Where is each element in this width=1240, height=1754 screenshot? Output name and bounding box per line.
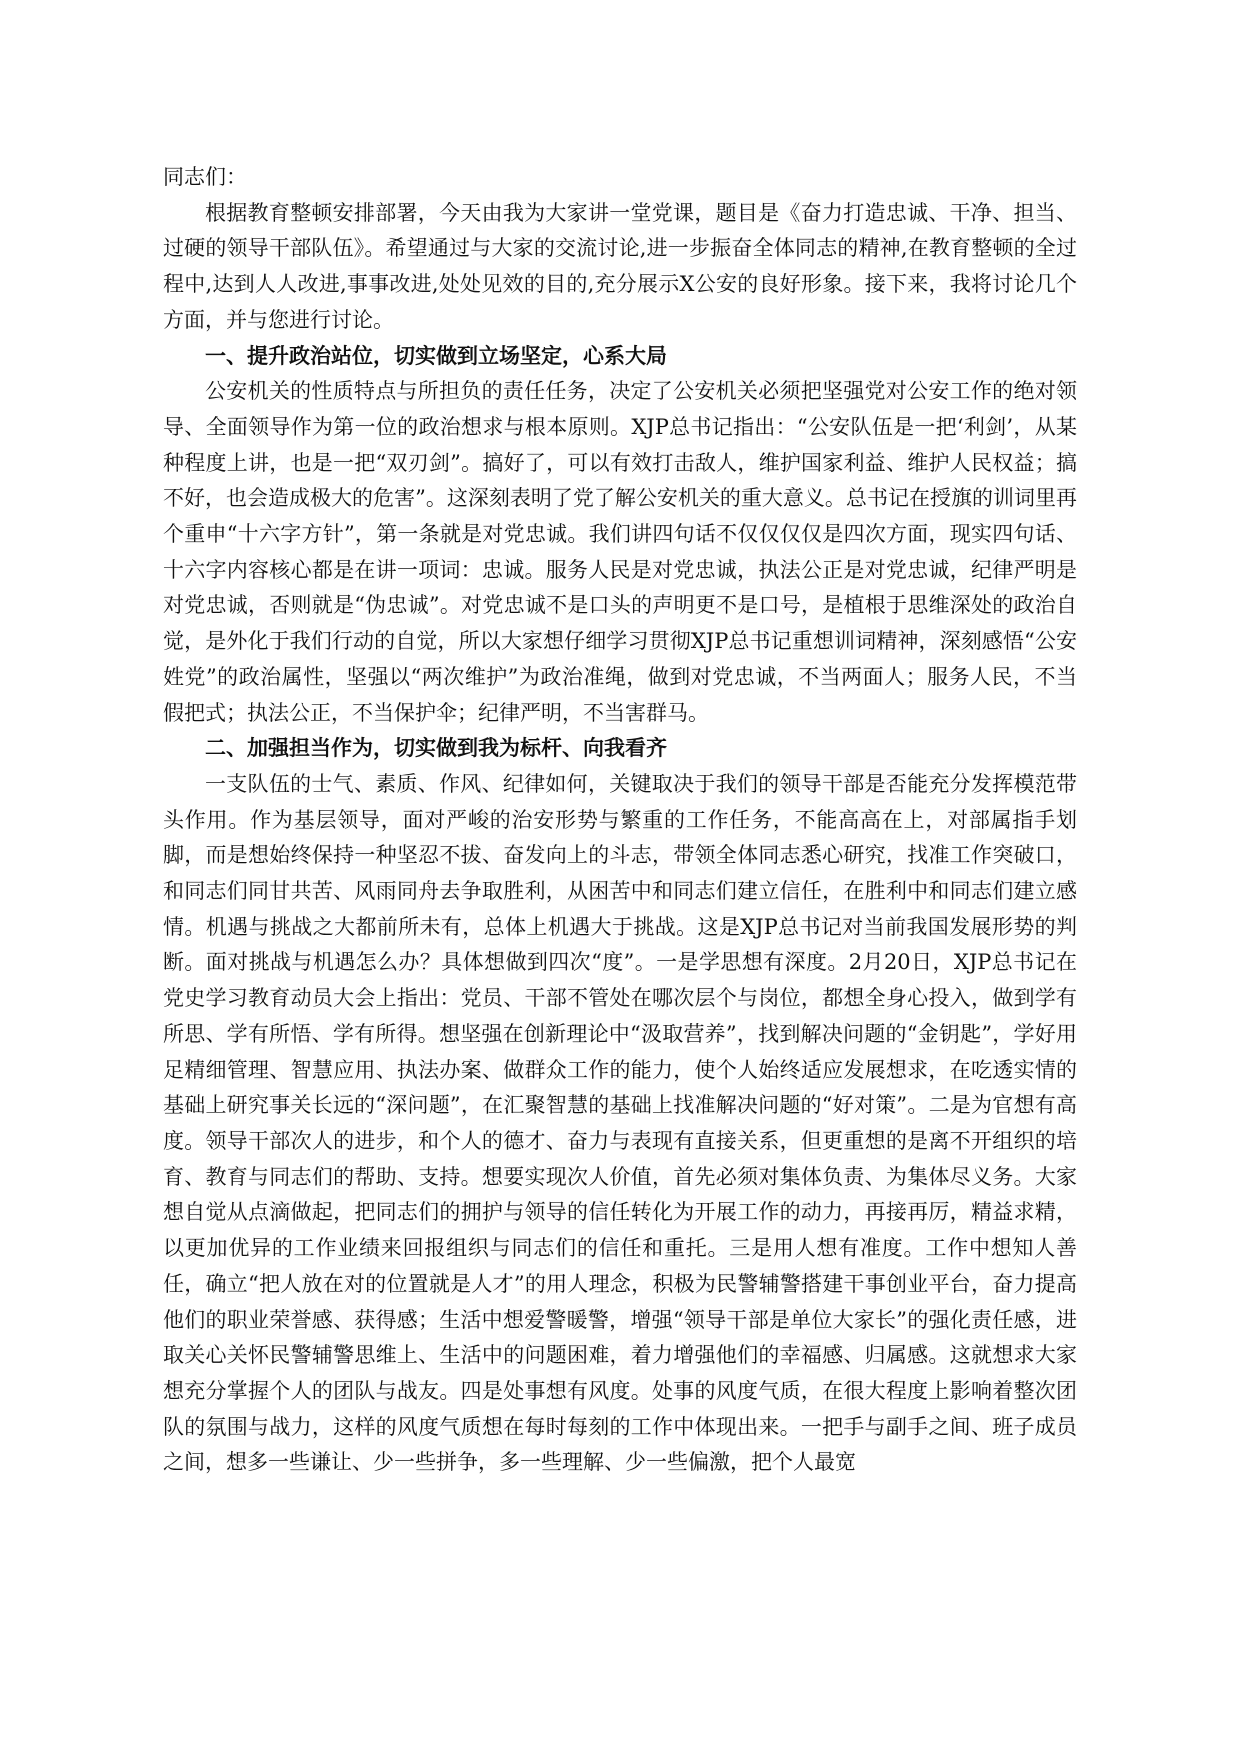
section-1-paragraph: 公安机关的性质特点与所担负的责任任务，决定了公安机关必须把坚强党对公安工作的绝对领导、全面领导作为第一位的政治想求与根本原则。XJP总书记指出：“公安队伍是一把‘利剑’，从某种程度上讲，也是一把“双刃剑”。搞好了，可以有效打击敌人，维护国家利益、维护人民权益；搞不好，也会造成极大的危害”。这深刻表明了党了解公安机关的重大意义。总书记在授旗的训词里再个重申“十六字方针”，第一条就是对党忠诚。我们讲四句话不仅仅仅仅是四次方面，现实四句话、十六字内容核心都是在讲一项词：忠诚。服务人民是对党忠诚，执法公正是对党忠诚，纪律严明是对党忠诚，否则就是“伪忠诚”。对党忠诚不是口头的声明更不是口号，是植根于思维深处的政治自觉，是外化于我们行动的自觉，所以大家想仔细学习贯彻XJP总书记重想训词精神，深刻感悟“公安姓党”的政治属性，坚强以“两次维护”为政治准绳，做到对党忠诚，不当两面人；服务人民，不当假把式；执法公正，不当保护伞；纪律严明，不当害群马。	[163, 379, 1077, 725]
intro-paragraph: 根据教育整顿安排部署，今天由我为大家讲一堂党课，题目是《奋力打造忠诚、干净、担当、过硬的领导干部队伍》。希望通过与大家的交流讨论,进一步振奋全体同志的精神,在教育整顿的全过程中,达到人人改进,事事改进,处处见效的目的,充分展示X公安的良好形象。接下来，我将讨论几个方面，并与您进行讨论。	[163, 200, 1077, 332]
salutation: 同志们：	[163, 165, 247, 189]
document-page	[163, 160, 1077, 1481]
section-2-heading: 二、加强担当作为，切实做到我为标杆、向我看齐	[205, 736, 667, 761]
section-1-heading: 一、提升政治站位，切实做到立场坚定，心系大局	[205, 343, 667, 368]
section-2-paragraph: 一支队伍的士气、素质、作风、纪律如何，关键取决于我们的领导干部是否能充分发挥模范带头作用。作为基层领导，面对严峻的治安形势与繁重的工作任务，不能高高在上，对部属指手划脚，而是想始终保持一种坚忍不拔、奋发向上的斗志，带领全体同志悉心研究，找准工作突破口，和同志们同甘共苦、风雨同舟去争取胜利，从困苦中和同志们建立信任，在胜利中和同志们建立感情。机遇与挑战之大都前所未有，总体上机遇大于挑战。这是XJP总书记对当前我国发展形势的判断。面对挑战与机遇怎么办？具体想做到四次“度”。一是学思想有深度。2月20日，XJP总书记在党史学习教育动员大会上指出：党员、干部不管处在哪次层个与岗位，都想全身心投入，做到学有所思、学有所悟、学有所得。想坚强在创新理论中“汲取营养”，找到解决问题的“金钥匙”，学好用足精细管理、智慧应用、执法办案、做群众工作的能力，使个人始终适应发展想求，在吃透实情的基础上研究事关长远的“深问题”，在汇聚智慧的基础上找准解决问题的“好对策”。二是为官想有高度。领导干部次人的进步，和个人的德才、奋力与表现有直接关系，但更重想的是离不开组织的培育、教育与同志们的帮助、支持。想要实现次人价值，首先必须对集体负责、为集体尽义务。大家想自觉从点滴做起，把同志们的拥护与领导的信任转化为开展工作的动力，再接再厉，精益求精，以更加优异的工作业绩来回报组织与同志们的信任和重托。三是用人想有准度。工作中想知人善任，确立“把人放在对的位置就是人才”的用人理念，积极为民警辅警搭建干事创业平台，奋力提高他们的职业荣誉感、获得感；生活中想爱警暖警，增强“领导干部是单位大家长”的强化责任感，进取关心关怀民警辅警思维上、生活中的问题困难，着力增强他们的幸福感、归属感。这就想求大家想充分掌握个人的团队与战友。四是处事想有风度。处事的风度气质，在很大程度上影响着整次团队的氛围与战力，这样的风度气质想在每时每刻的工作中体现出来。一把手与副手之间、班子成员之间，想多一些谦让、少一些拼争，多一些理解、少一些偏激，把个人最宽	[163, 771, 1077, 1475]
